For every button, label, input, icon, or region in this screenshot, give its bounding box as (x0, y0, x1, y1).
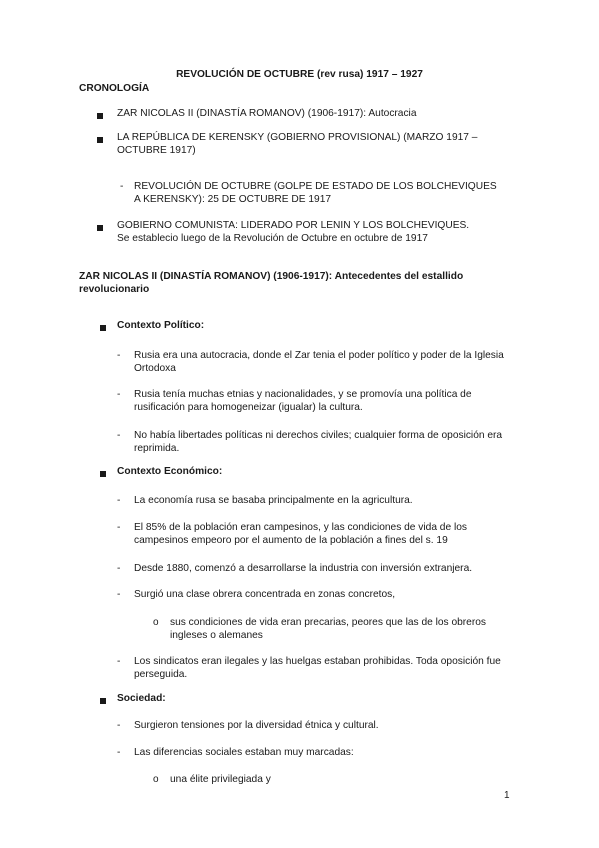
bullet-square (100, 325, 106, 331)
dash-marker: - (117, 350, 121, 361)
sociedad-item-1: Surgieron tensiones por la diversidad étnica y cultural. (134, 720, 379, 731)
politico-item-1-line1: Rusia era una autocracia, donde el Zar tenia el poder político y poder de la Iglesia (134, 350, 504, 361)
economico-item-4: Surgió una clase obrera concentrada en zonas concretos, (134, 589, 396, 600)
cronologia-heading: CRONOLOGÍA (79, 83, 150, 94)
economico-heading: Contexto Económico: (117, 466, 223, 477)
cronologia-sub-1-line2: A KERENSKY): 25 DE OCTUBRE DE 1917 (134, 194, 332, 205)
dash-marker: - (117, 656, 121, 667)
sociedad-item-2: Las diferencias sociales estaban muy marcadas: (134, 747, 354, 758)
economico-item-3: Desde 1880, comenzó a desarrollarse la industria con inversión extranjera. (134, 563, 473, 574)
dash-marker: - (117, 522, 121, 533)
document-title: REVOLUCIÓN DE OCTUBRE (rev rusa) 1917 – 1927 (176, 69, 423, 80)
dash-marker: - (117, 430, 121, 441)
bullet-square (100, 471, 106, 477)
dash-marker: - (117, 747, 121, 758)
page-number: 1 (504, 790, 510, 801)
dash-marker: - (117, 720, 121, 731)
dash-marker: - (117, 589, 121, 600)
dash-marker: - (117, 495, 121, 506)
politico-heading: Contexto Político: (117, 320, 205, 331)
cronologia-sub-1-line1: REVOLUCIÓN DE OCTUBRE (GOLPE DE ESTADO DE LOS BOLCHEVIQUES (134, 181, 497, 192)
dash-marker: - (117, 563, 121, 574)
cronologia-item-2-line2: OCTUBRE 1917) (117, 145, 196, 156)
dash-marker: - (120, 181, 124, 192)
section-heading-line2: revolucionario (79, 284, 150, 295)
economico-item-5-line1: Los sindicatos eran ilegales y las huelgas estaban prohibidas. Toda oposición fue (134, 656, 501, 667)
circle-marker: o (153, 617, 159, 628)
cronologia-item-2-line1: LA REPÚBLICA DE KERENSKY (GOBIERNO PROVISIONAL) (MARZO 1917 – (117, 132, 478, 143)
circle-marker: o (153, 774, 159, 785)
politico-item-1-line2: Ortodoxa (134, 363, 176, 374)
economico-subitem-1-line2: ingleses o alemanes (170, 630, 263, 641)
bullet-square (97, 225, 103, 231)
politico-item-3-line1: No había libertades políticas ni derechos civiles; cualquier forma de oposición era (134, 430, 503, 441)
sociedad-subitem-1: una élite privilegiada y (170, 774, 271, 785)
economico-subitem-1-line1: sus condiciones de vida eran precarias, peores que las de los obreros (170, 617, 486, 628)
politico-item-3-line2: reprimida. (134, 443, 180, 454)
section-heading-line1: ZAR NICOLAS II (DINASTÍA ROMANOV) (1906-1917): Antecedentes del estallido (79, 271, 464, 282)
sociedad-heading: Sociedad: (117, 693, 166, 704)
economico-item-2-line1: El 85% de la población eran campesinos, y las condiciones de vida de los (134, 522, 467, 533)
bullet-square (100, 698, 106, 704)
bullet-square (97, 137, 103, 143)
economico-item-2-line2: campesinos empeoro por el aumento de la población a fines del s. 19 (134, 535, 448, 546)
cronologia-item-3-line2: Se establecio luego de la Revolución de Octubre en octubre de 1917 (117, 233, 428, 244)
politico-item-2-line2: rusificación para homogeneizar (igualar) la cultura. (134, 402, 363, 413)
cronologia-item-1: ZAR NICOLAS II (DINASTÍA ROMANOV) (1906-1917): Autocracia (117, 108, 417, 119)
dash-marker: - (117, 389, 121, 400)
bullet-square (97, 113, 103, 119)
economico-item-5-line2: perseguida. (134, 669, 188, 680)
politico-item-2-line1: Rusia tenía muchas etnias y nacionalidades, y se promovía una política de (134, 389, 472, 400)
economico-item-1: La economía rusa se basaba principalmente en la agricultura. (134, 495, 413, 506)
cronologia-item-3-line1: GOBIERNO COMUNISTA: LIDERADO POR LENIN Y LOS BOLCHEVIQUES. (117, 220, 470, 231)
